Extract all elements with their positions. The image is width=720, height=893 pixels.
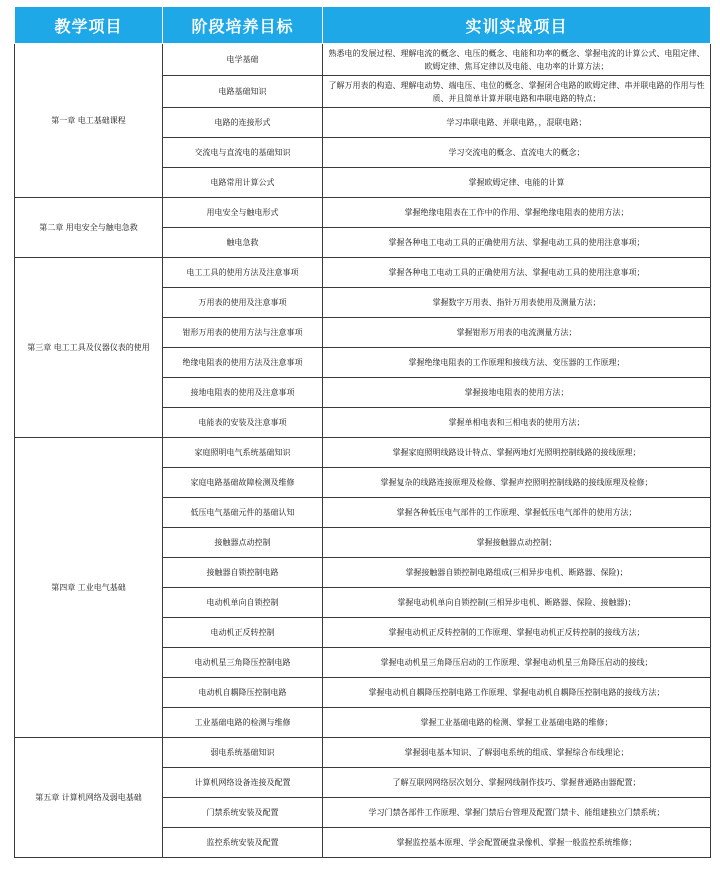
- goal-cell: 交流电与直流电的基础知识: [163, 138, 323, 168]
- curriculum-table-wrapper: [14, 6, 710, 858]
- goal-cell: 电动机单向自锁控制: [163, 588, 323, 618]
- project-cell: 掌握接触器自锁控制电路组成(三相异步电机、断路器、保险)；: [323, 558, 711, 588]
- project-cell: 掌握绝缘电阻表在工作中的作用、掌握绝缘电阻表的使用方法；: [323, 198, 711, 228]
- goal-cell: 弱电系统基础知识: [163, 738, 323, 768]
- goal-cell: 低压电气基础元件的基础认知: [163, 498, 323, 528]
- project-cell: 掌握绝缘电阻表的工作原理和接线方法、变压器的工作原理；: [323, 348, 711, 378]
- project-cell: 学习串联电路、并联电路，，混联电路；: [323, 108, 711, 138]
- goal-cell: 监控系统安装及配置: [163, 828, 323, 858]
- project-cell: 了解互联网网络层次划分、掌握网线制作技巧、掌握普通路由器配置；: [323, 768, 711, 798]
- project-cell: 掌握工业基础电路的检测、掌握工业基础电路的维修；: [323, 708, 711, 738]
- project-cell: 掌握家庭照明线路设计特点、掌握两地灯光照明控制线路的接线原理；: [323, 438, 711, 468]
- project-cell: 学习门禁各部件工作原理、掌握门禁后台管理及配置门禁卡、能组建独立门禁系统；: [323, 798, 711, 828]
- goal-cell: 电路的连接形式: [163, 108, 323, 138]
- goal-cell: 电路常用计算公式: [163, 168, 323, 198]
- project-cell: 掌握电动机星三角降压启动的工作原理、掌握电动机星三角降压启动的接线；: [323, 648, 711, 678]
- project-cell: 掌握电动机自耦降压控制电路工作原理、掌握电动机自耦降压控制电路的接线方法；: [323, 678, 711, 708]
- project-cell: 掌握各种电工电动工具的正确使用方法、掌握电动工具的使用注意事项；: [323, 258, 711, 288]
- goal-cell: 接地电阻表的使用及注意事项: [163, 378, 323, 408]
- goal-cell: 门禁系统安装及配置: [163, 798, 323, 828]
- goal-cell: 接触器点动控制: [163, 528, 323, 558]
- table-row: [15, 438, 711, 468]
- goal-cell: 钳形万用表的使用方法与注意事项: [163, 318, 323, 348]
- goal-cell: 电路基础知识: [163, 76, 323, 108]
- goal-cell: 触电急救: [163, 228, 323, 258]
- header-stage-goal: 阶段培养目标: [163, 7, 323, 44]
- chapter-cell: 第五章 计算机网络及弱电基础: [15, 738, 163, 858]
- goal-cell: 万用表的使用及注意事项: [163, 288, 323, 318]
- project-cell: 掌握各种电工电动工具的正确使用方法、掌握电动工具的使用注意事项；: [323, 228, 711, 258]
- table-row: [15, 738, 711, 768]
- project-cell: 掌握弱电基本知识、了解弱电系统的组成、掌握综合布线理论；: [323, 738, 711, 768]
- project-cell: 掌握监控基本原理、学会配置硬盘录像机、掌握一般监控系统维修；: [323, 828, 711, 858]
- project-cell: 了解万用表的构造、理解电动势、端电压、电位的概念、掌握闭合电路的欧姆定律、串并联电路的作用与性质、并且简单计算并联电路和串联电路的特点；: [323, 76, 711, 108]
- table-row: [15, 198, 711, 228]
- chapter-cell: 第一章 电工基础课程: [15, 44, 163, 198]
- project-cell: 掌握各种低压电气部件的工作原理、掌握低压电气部件的使用方法；: [323, 498, 711, 528]
- project-cell: 掌握电动机单向自锁控制(三相异步电机、断路器、保险、接触器)；: [323, 588, 711, 618]
- project-cell: 掌握接地电阻表的使用方法；: [323, 378, 711, 408]
- goal-cell: 电动机正反转控制: [163, 618, 323, 648]
- goal-cell: 计算机网络设备连接及配置: [163, 768, 323, 798]
- chapter-cell: 第四章 工业电气基础: [15, 438, 163, 738]
- project-cell: 掌握电动机正反转控制的工作原理、掌握电动机正反转控制的接线方法；: [323, 618, 711, 648]
- project-cell: 学习交流电的概念、直流电大的概念；: [323, 138, 711, 168]
- table-header: [15, 7, 711, 44]
- goal-cell: 家庭照明电气系统基础知识: [163, 438, 323, 468]
- chapter-cell: 第三章 电工工具及仪器仪表的使用: [15, 258, 163, 438]
- table-body: [15, 44, 711, 858]
- goal-cell: 用电安全与触电形式: [163, 198, 323, 228]
- goal-cell: 绝缘电阻表的使用方法及注意事项: [163, 348, 323, 378]
- goal-cell: 电工工具的使用方法及注意事项: [163, 258, 323, 288]
- project-cell: 掌握复杂的线路连接原理及检修、掌握声控照明控制线路的接线原理及检修；: [323, 468, 711, 498]
- project-cell: 掌握欧姆定律、电能的计算: [323, 168, 711, 198]
- table-row: [15, 258, 711, 288]
- project-cell: 掌握钳形万用表的电流测量方法；: [323, 318, 711, 348]
- goal-cell: 电动机星三角降压控制电路: [163, 648, 323, 678]
- header-practical-project: 实训实战项目: [323, 7, 711, 44]
- goal-cell: 工业基础电路的检测与维修: [163, 708, 323, 738]
- project-cell: 掌握数字万用表、指针万用表使用及测量方法；: [323, 288, 711, 318]
- goal-cell: 电学基础: [163, 44, 323, 76]
- goal-cell: 家庭电路基础故障检测及维修: [163, 468, 323, 498]
- header-teaching-project: 教学项目: [15, 7, 163, 44]
- chapter-cell: 第二章 用电安全与触电急救: [15, 198, 163, 258]
- project-cell: 掌握接触器点动控制；: [323, 528, 711, 558]
- project-cell: 熟悉电的发展过程、理解电流的概念、电压的概念、电能和功率的概念、掌握电流的计算公式、电阻定律、欧姆定律、焦耳定律以及电能、电功率的计算方法；: [323, 44, 711, 76]
- goal-cell: 电能表的安装及注意事项: [163, 408, 323, 438]
- curriculum-table: [14, 6, 711, 858]
- project-cell: 掌握单相电表和三相电表的使用方法；: [323, 408, 711, 438]
- table-row: [15, 44, 711, 76]
- goal-cell: 接触器自锁控制电路: [163, 558, 323, 588]
- goal-cell: 电动机自耦降压控制电路: [163, 678, 323, 708]
